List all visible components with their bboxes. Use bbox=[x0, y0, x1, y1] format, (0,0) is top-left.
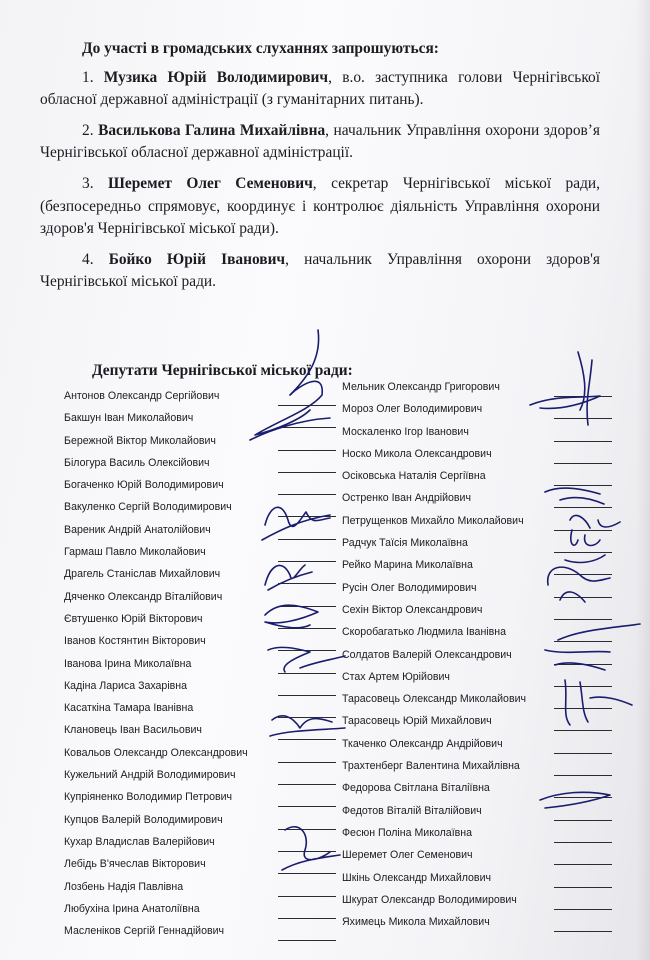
deputy-name: Антонов Олександр Сергійович bbox=[64, 390, 220, 402]
deputy-row-right bbox=[342, 401, 612, 423]
deputy-row-left bbox=[64, 544, 344, 566]
deputy-name: Клановець Іван Васильович bbox=[64, 724, 202, 737]
deputy-name: Солдатов Валерій Олександрович bbox=[342, 648, 512, 661]
signature-line bbox=[554, 686, 612, 687]
deputy-row-right bbox=[342, 557, 612, 579]
deputy-name: Купріяненко Володимир Петрович bbox=[64, 791, 233, 804]
deputy-row-left bbox=[64, 700, 344, 722]
signature-line bbox=[554, 664, 612, 665]
deputy-row-right bbox=[342, 490, 612, 512]
signature-line bbox=[278, 494, 336, 495]
signature-line bbox=[278, 583, 336, 584]
signature-line bbox=[278, 829, 336, 830]
deputy-name: Масленіков Сергій Геннадійович bbox=[64, 925, 225, 938]
deputy-name: Бережной Віктор Миколайович bbox=[64, 434, 216, 447]
deputy-name: Касаткіна Тамара Іванівна bbox=[64, 702, 194, 715]
deputy-row-right bbox=[342, 513, 612, 535]
deputy-row-right bbox=[342, 647, 612, 669]
deputy-row-right bbox=[342, 736, 612, 758]
invitee-position: , начальник Управління охорони здоров’я Чернігівської обласної державної адміністрації. bbox=[40, 121, 600, 162]
signature-line bbox=[554, 530, 612, 531]
deputy-name: Рейко Марина Миколаївна bbox=[342, 559, 473, 572]
deputy-row-right bbox=[342, 535, 612, 557]
deputy-row-left bbox=[64, 722, 344, 744]
deputy-row-left bbox=[64, 656, 344, 678]
deputy-name: Ковальов Олександр Олександрович bbox=[64, 746, 248, 759]
deputy-row-left bbox=[64, 812, 344, 834]
signature-line bbox=[278, 628, 336, 629]
deputy-row-right bbox=[342, 892, 612, 914]
invitee-number: 4. bbox=[82, 250, 94, 268]
deputy-row-right bbox=[342, 713, 612, 735]
invitee-3 bbox=[40, 173, 600, 241]
deputy-row-left bbox=[64, 455, 344, 477]
deputy-name: Іванов Костянтин Вікторович bbox=[64, 635, 206, 648]
deputy-row-left bbox=[64, 901, 344, 923]
deputy-row-left bbox=[64, 923, 344, 945]
invitee-name: Василькова Галина Михайлівна bbox=[98, 121, 326, 139]
deputy-name: Носко Микола Олександрович bbox=[342, 447, 492, 460]
deputy-row-left bbox=[64, 566, 344, 588]
invitee-4 bbox=[40, 249, 600, 294]
invitee-name: Шеремет Олег Семенович bbox=[108, 174, 313, 192]
deputy-name: Любухіна Ірина Анатоліївна bbox=[64, 902, 200, 915]
deputy-name: Федорова Світлана Віталіївна bbox=[342, 782, 490, 795]
invitee-number: 2. bbox=[82, 121, 94, 139]
deputy-name: Ткаченко Олександр Андрійович bbox=[342, 737, 503, 750]
deputy-row-right bbox=[342, 624, 612, 646]
deputy-name: Москаленко Ігор Іванович bbox=[342, 425, 469, 438]
signature-line bbox=[554, 730, 612, 731]
deputy-row-right bbox=[342, 914, 612, 936]
deputy-row-left bbox=[64, 633, 344, 655]
deputy-name: Федотов Віталій Віталійович bbox=[342, 804, 482, 817]
deputies-list-left bbox=[64, 388, 344, 945]
invitee-position: , начальник Управління охорони здоров'я Чернігівської міської ради. bbox=[40, 250, 600, 291]
signature-line bbox=[554, 887, 612, 888]
deputy-name: Кужельний Андрій Володимирович bbox=[64, 769, 236, 782]
signature-line bbox=[554, 931, 612, 932]
invitee-position: , секретар Чернігівської міської ради, (безпосередньо спрямовує, координує і контролює діяльність Управління охорони здоров'я Чернігівської міської ради). bbox=[40, 174, 600, 238]
deputy-name: Петрущенков Михайло Миколайович bbox=[342, 514, 524, 527]
signature-line bbox=[278, 695, 336, 696]
deputy-name: Драгель Станіслав Михайлович bbox=[64, 568, 221, 581]
deputy-name: Сехін Віктор Олександрович bbox=[342, 603, 483, 616]
signature-line bbox=[554, 441, 612, 442]
signature-line bbox=[278, 606, 336, 607]
signature-line bbox=[278, 472, 336, 473]
signature-line bbox=[278, 673, 336, 674]
signature-line bbox=[278, 896, 336, 897]
page-edge-shadow bbox=[636, 0, 650, 960]
deputy-name: Шкурат Олександр Володимирович bbox=[342, 893, 517, 906]
signature-line bbox=[554, 418, 612, 419]
deputy-name: Тарасовець Олександр Миколайович bbox=[342, 693, 527, 706]
deputy-row-right bbox=[342, 669, 612, 691]
signature-line bbox=[278, 516, 336, 517]
signature-line bbox=[278, 427, 336, 428]
deputy-name: Радчук Таїсія Миколаївна bbox=[342, 537, 468, 550]
deputy-name: Скоробагатько Людмила Іванівна bbox=[342, 626, 507, 639]
signature-line bbox=[278, 717, 336, 718]
deputy-row-right bbox=[342, 602, 612, 624]
signature-line bbox=[554, 485, 612, 486]
deputy-row-right bbox=[342, 825, 612, 847]
deputy-name: Гармаш Павло Миколайович bbox=[64, 546, 206, 559]
deputy-row-right bbox=[342, 803, 612, 825]
signature-line bbox=[278, 940, 336, 941]
deputy-name: Стах Артем Юрійович bbox=[342, 670, 450, 683]
deputy-row-right bbox=[342, 691, 612, 713]
deputy-row-right bbox=[342, 780, 612, 802]
deputy-row-left bbox=[64, 834, 344, 856]
deputy-name: Лебідь В'ячеслав Вікторович bbox=[64, 858, 206, 871]
deputy-row-left bbox=[64, 410, 344, 432]
deputy-name: Дяченко Олександр Віталійович bbox=[64, 590, 223, 603]
signature-line bbox=[554, 708, 612, 709]
deputy-name: Кадіна Лариса Захарівна bbox=[64, 679, 188, 692]
invitee-name: Бойко Юрій Іванович bbox=[108, 250, 286, 268]
deputy-row-left bbox=[64, 522, 344, 544]
signature-line bbox=[554, 775, 612, 776]
signature-line bbox=[554, 842, 612, 843]
signature-line bbox=[278, 561, 336, 562]
signature-line bbox=[278, 784, 336, 785]
signature-line bbox=[554, 574, 612, 575]
signature-line bbox=[554, 864, 612, 865]
signature-line bbox=[278, 918, 336, 919]
deputy-row-left bbox=[64, 589, 344, 611]
deputies-heading: Депутати Чернігівської міської ради: bbox=[92, 362, 353, 379]
deputy-name: Вареник Андрій Анатолійович bbox=[64, 523, 211, 536]
deputy-row-left bbox=[64, 388, 344, 410]
signature-line bbox=[554, 597, 612, 598]
invitee-2 bbox=[40, 120, 600, 165]
deputy-name: Євтушенко Юрій Вікторович bbox=[64, 612, 203, 625]
deputy-row-right bbox=[342, 580, 612, 602]
deputy-name: Русін Олег Володимирович bbox=[342, 581, 477, 594]
deputy-name: Іванова Ірина Миколаївна bbox=[64, 657, 192, 670]
signature-line bbox=[554, 909, 612, 910]
deputy-name: Вакуленко Сергій Володимирович bbox=[64, 501, 232, 514]
invitee-name: Музика Юрій Володимирович bbox=[103, 68, 329, 86]
signature-line bbox=[554, 820, 612, 821]
deputy-row-left bbox=[64, 678, 344, 700]
signature-line bbox=[554, 396, 612, 397]
invitee-position: , в.о. заступника голови Чернігівської обласної державної адміністрації (з гуманітарних питань). bbox=[40, 68, 600, 109]
deputy-name: Остренко Іван Андрійович bbox=[342, 492, 471, 505]
deputy-row-right bbox=[342, 758, 612, 780]
deputy-row-left bbox=[64, 745, 344, 767]
deputy-row-right bbox=[342, 424, 612, 446]
deputy-name: Мельник Олександр Григорович bbox=[342, 381, 500, 393]
deputy-row-left bbox=[64, 767, 344, 789]
signature-line bbox=[554, 641, 612, 642]
deputy-name: Фесюн Поліна Миколаївна bbox=[342, 826, 473, 839]
signature-line bbox=[278, 650, 336, 651]
deputy-name: Осіковська Наталія Сергіївна bbox=[342, 470, 486, 483]
signature-line bbox=[278, 806, 336, 807]
signature-line bbox=[278, 873, 336, 874]
signature-line bbox=[278, 539, 336, 540]
deputy-row-right bbox=[342, 847, 612, 869]
signature-line bbox=[554, 753, 612, 754]
deputy-row-left bbox=[64, 879, 344, 901]
deputy-name: Бакшун Іван Миколайович bbox=[64, 412, 194, 425]
deputy-name: Купцов Валерій Володимирович bbox=[64, 813, 223, 826]
deputy-row-right bbox=[342, 870, 612, 892]
deputy-name: Яхимець Микола Михайлович bbox=[342, 916, 490, 929]
invitation-heading: До участі в громадських слуханнях запрошуються: bbox=[82, 40, 439, 57]
signature-line bbox=[278, 405, 336, 406]
deputy-name: Шеремет Олег Семенович bbox=[342, 849, 473, 862]
deputy-name: Богаченко Юрій Володимирович bbox=[64, 479, 224, 492]
signature-line bbox=[554, 797, 612, 798]
deputy-row-left bbox=[64, 856, 344, 878]
signature-line bbox=[278, 851, 336, 852]
signature-line bbox=[278, 762, 336, 763]
deputy-row-left bbox=[64, 433, 344, 455]
deputy-name: Мороз Олег Володимирович bbox=[342, 403, 483, 416]
deputy-name: Шкінь Олександр Михайлович bbox=[342, 871, 492, 884]
invitee-1 bbox=[40, 67, 600, 112]
invitee-number: 3. bbox=[82, 174, 94, 192]
deputy-row-left bbox=[64, 789, 344, 811]
invitee-number: 1. bbox=[82, 68, 94, 86]
deputy-row-right bbox=[342, 379, 612, 401]
signature-line bbox=[278, 450, 336, 451]
signature-line bbox=[554, 619, 612, 620]
deputy-name: Кухар Владислав Валерійович bbox=[64, 835, 215, 848]
signature-line bbox=[554, 552, 612, 553]
deputy-row-right bbox=[342, 468, 612, 490]
deputy-name: Білогура Василь Олексійович bbox=[64, 456, 210, 469]
deputy-row-left bbox=[64, 499, 344, 521]
deputy-row-left bbox=[64, 611, 344, 633]
deputy-name: Тарасовець Юрій Михайлович bbox=[342, 715, 492, 728]
deputies-list-right bbox=[342, 379, 612, 936]
deputy-name: Трахтенберг Валентина Михайлівна bbox=[342, 760, 520, 773]
invitation-section bbox=[40, 38, 600, 302]
signature-line bbox=[554, 463, 612, 464]
deputy-row-left bbox=[64, 477, 344, 499]
signature-line bbox=[278, 739, 336, 740]
signature-line bbox=[554, 507, 612, 508]
deputy-row-right bbox=[342, 446, 612, 468]
deputy-name: Лозбень Надія Павлівна bbox=[64, 880, 184, 893]
